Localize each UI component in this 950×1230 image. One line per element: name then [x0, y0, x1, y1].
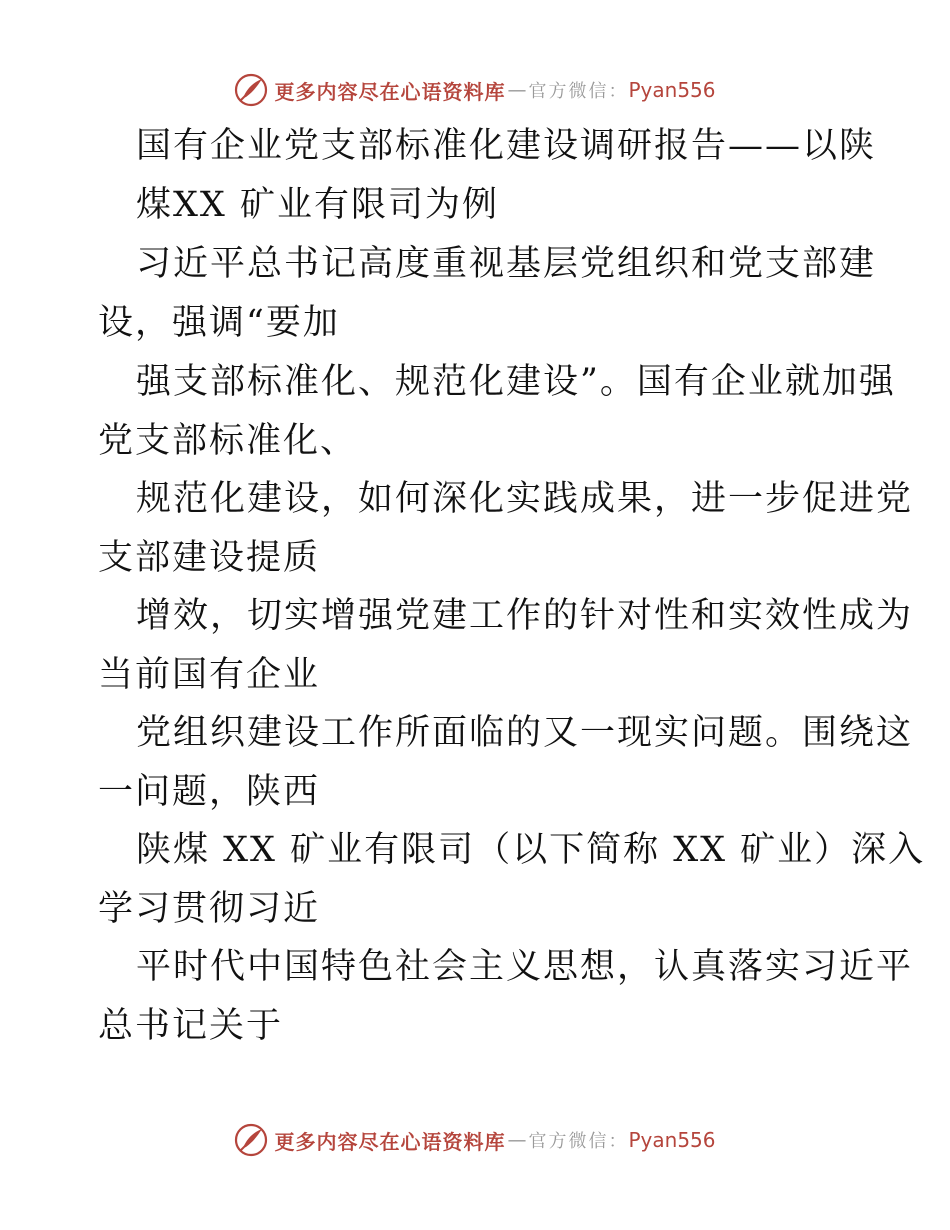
text-line: 增效，切实增强党建工作的针对性和实效性成为 [136, 596, 914, 636]
text-line: 陕煤 XX 矿业有限司（以下简称 XX 矿业）深入 [136, 830, 926, 870]
text-line: 一问题，陕西 [98, 772, 321, 812]
text-line: 总书记关于 [98, 1006, 284, 1046]
text-line: 规范化建设，如何深化实践成果，进一步促进党 [136, 479, 914, 519]
feather-quill-logo-icon [234, 1123, 268, 1157]
text-line: 学习贯彻习近 [98, 889, 321, 929]
text-line: 当前国有企业 [98, 655, 321, 695]
text-line: 党组织建设工作所面临的又一现实问题。围绕这 [136, 713, 914, 753]
text-line: 强支部标准化、规范化建设”。国有企业就加强 [136, 362, 896, 402]
banner-slogan: 更多内容尽在心语资料库 [274, 79, 506, 104]
text-line: 习近平总书记高度重视基层党组织和党支部建 [136, 244, 877, 284]
text-line: 设，强调“要加 [98, 303, 340, 343]
footer-watermark [0, 1120, 950, 1160]
text-line: 支部建设提质 [98, 538, 321, 578]
text-line: 国有企业党支部标准化建设调研报告——以陕 [136, 126, 877, 166]
banner-separator: — [507, 79, 527, 101]
banner-wechat-label: 官方微信： [528, 81, 629, 102]
text-line: 平时代中国特色社会主义思想，认真落实习近平 [136, 947, 914, 987]
banner-wechat-id: Pyan556 [628, 1128, 716, 1152]
banner-wechat-id: Pyan556 [628, 78, 716, 102]
banner-slogan: 更多内容尽在心语资料库 [274, 1129, 506, 1154]
banner-wechat-label: 官方微信： [528, 1131, 629, 1152]
banner-separator: — [507, 1129, 527, 1151]
text-line: 煤XX 矿业有限司为例 [136, 185, 499, 225]
text-line: 党支部标准化、 [98, 421, 358, 461]
